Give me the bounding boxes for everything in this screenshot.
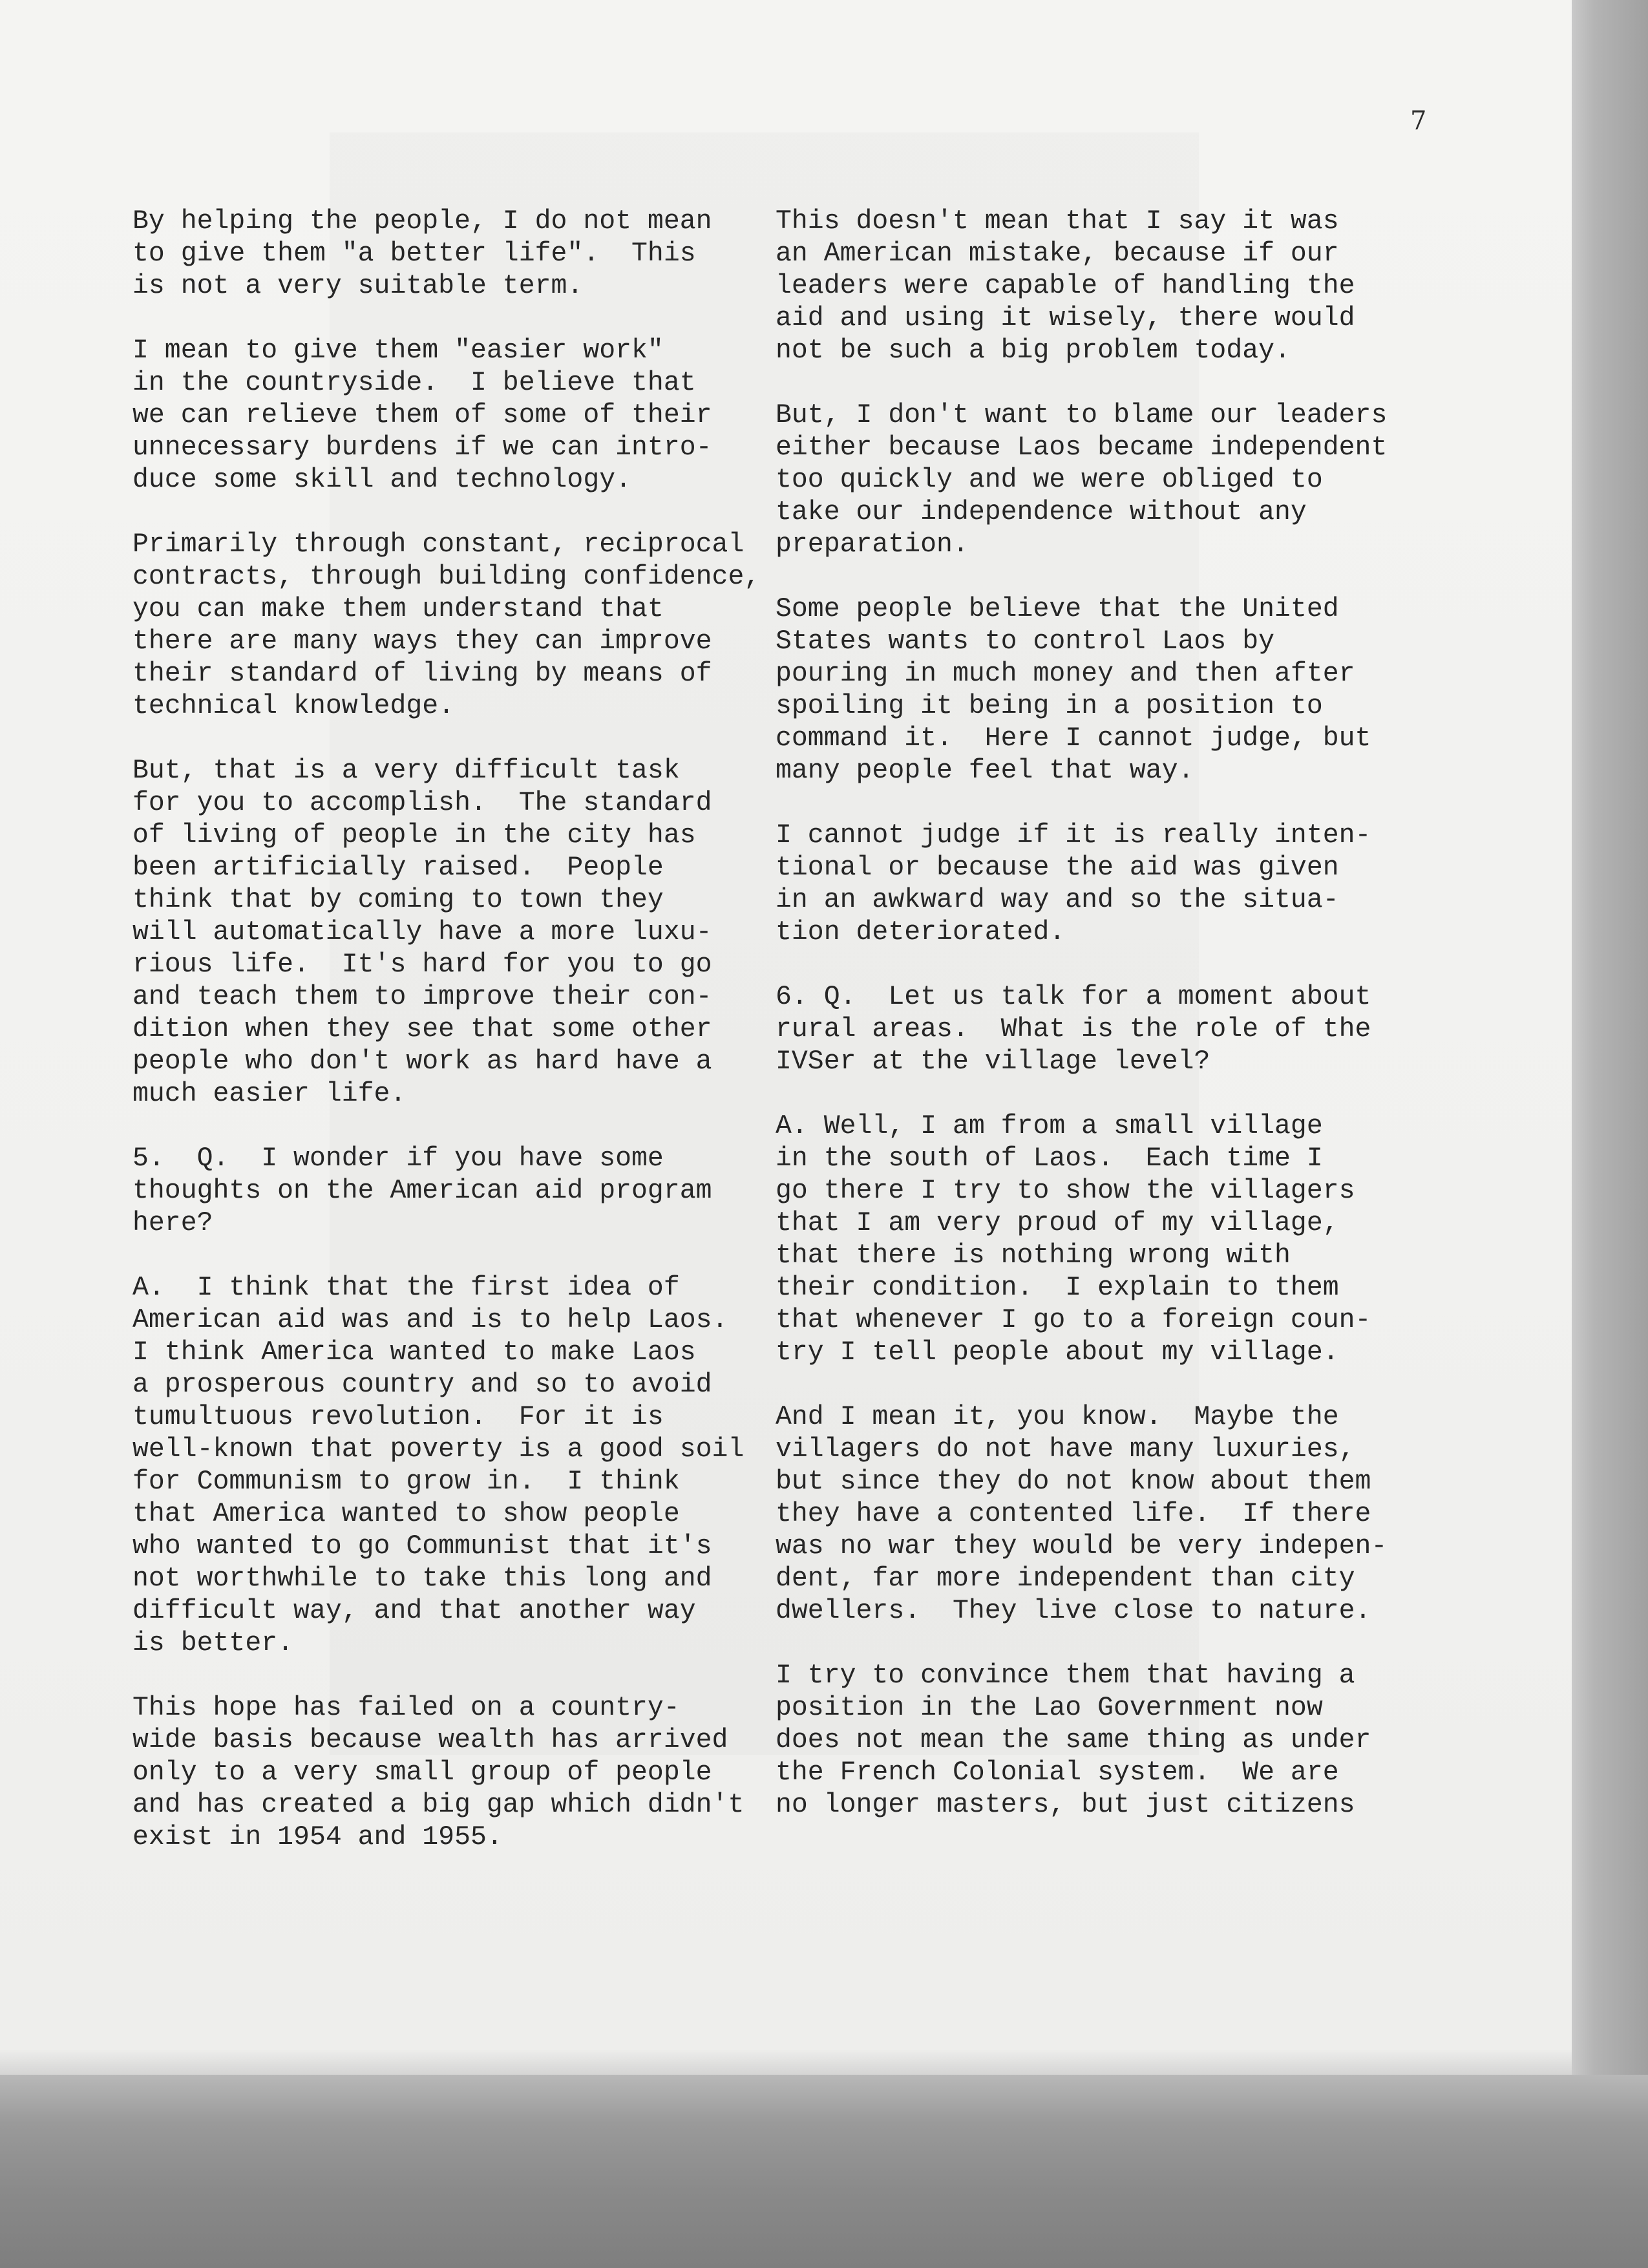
text-line: not worthwhile to take this long and bbox=[132, 1563, 712, 1594]
text-line: By helping the people, I do not mean bbox=[132, 206, 712, 237]
text-line: too quickly and we were obliged to bbox=[776, 465, 1323, 495]
text-line: and teach them to improve their con- bbox=[132, 982, 712, 1012]
paragraph bbox=[776, 1401, 1422, 1627]
text-line: contracts, through building confidence, bbox=[132, 562, 761, 592]
text-line: the French Colonial system. We are bbox=[776, 1757, 1339, 1788]
text-line: many people feel that way. bbox=[776, 756, 1194, 786]
text-line: leaders were capable of handling the bbox=[776, 271, 1355, 301]
text-line: take our independence without any bbox=[776, 497, 1307, 527]
text-line: A. I think that the first idea of bbox=[132, 1273, 680, 1303]
text-line: I cannot judge if it is really inten- bbox=[776, 820, 1371, 851]
text-line: preparation. bbox=[776, 529, 969, 560]
page-number: 7 bbox=[1410, 106, 1427, 136]
paragraph bbox=[132, 1272, 779, 1660]
paragraph bbox=[776, 206, 1422, 367]
text-line: States wants to control Laos by bbox=[776, 626, 1275, 657]
paragraph bbox=[132, 1143, 779, 1240]
text-line: they have a contented life. If there bbox=[776, 1499, 1371, 1529]
text-line: But, that is a very difficult task bbox=[132, 756, 680, 786]
text-line: for you to accomplish. The standard bbox=[132, 788, 712, 818]
text-line: of living of people in the city has bbox=[132, 820, 696, 851]
text-line: spoiling it being in a position to bbox=[776, 691, 1323, 721]
text-line: in the countryside. I believe that bbox=[132, 368, 696, 398]
text-line: here? bbox=[132, 1208, 213, 1238]
text-line: was no war they would be very indepen- bbox=[776, 1531, 1388, 1562]
text-line: not be such a big problem today. bbox=[776, 335, 1291, 366]
text-line: aid and using it wisely, there would bbox=[776, 303, 1355, 334]
left-column bbox=[132, 206, 779, 1886]
paragraph bbox=[132, 755, 779, 1110]
text-line: difficult way, and that another way bbox=[132, 1596, 696, 1626]
text-line: position in the Lao Government now bbox=[776, 1693, 1323, 1723]
text-line: either because Laos became independent bbox=[776, 432, 1388, 463]
text-line: exist in 1954 and 1955. bbox=[132, 1822, 503, 1852]
text-line: people who don't work as hard have a bbox=[132, 1046, 712, 1077]
text-line: try I tell people about my village. bbox=[776, 1337, 1339, 1368]
text-line: 5. Q. I wonder if you have some bbox=[132, 1143, 664, 1174]
text-line: IVSer at the village level? bbox=[776, 1046, 1210, 1077]
text-line: we can relieve them of some of their bbox=[132, 400, 712, 430]
text-line: wide basis because wealth has arrived bbox=[132, 1725, 728, 1755]
paragraph bbox=[776, 1110, 1422, 1369]
right-column bbox=[776, 206, 1422, 1854]
text-line: will automatically have a more luxu- bbox=[132, 917, 712, 948]
text-line: I think America wanted to make Laos bbox=[132, 1337, 696, 1368]
paragraph bbox=[132, 335, 779, 496]
text-line: duce some skill and technology. bbox=[132, 465, 632, 495]
text-line: villagers do not have many luxuries, bbox=[776, 1434, 1355, 1465]
text-line: an American mistake, because if our bbox=[776, 238, 1339, 269]
text-line: technical knowledge. bbox=[132, 691, 455, 721]
text-line: that whenever I go to a foreign coun- bbox=[776, 1305, 1371, 1335]
text-line: that there is nothing wrong with bbox=[776, 1240, 1291, 1271]
text-line: But, I don't want to blame our leaders bbox=[776, 400, 1388, 430]
text-line: and has created a big gap which didn't bbox=[132, 1790, 745, 1820]
text-line: much easier life. bbox=[132, 1079, 407, 1109]
text-line: but since they do not know about them bbox=[776, 1467, 1371, 1497]
text-line: dwellers. They live close to nature. bbox=[776, 1596, 1371, 1626]
paragraph bbox=[776, 820, 1422, 949]
text-line: tion deteriorated. bbox=[776, 917, 1066, 948]
text-line: no longer masters, but just citizens bbox=[776, 1790, 1355, 1820]
text-line: 6. Q. Let us talk for a moment about bbox=[776, 982, 1371, 1012]
text-line: tumultuous revolution. For it is bbox=[132, 1402, 664, 1432]
text-line: does not mean the same thing as under bbox=[776, 1725, 1371, 1755]
text-line: you can make them understand that bbox=[132, 594, 664, 624]
text-line: in the south of Laos. Each time I bbox=[776, 1143, 1323, 1174]
text-line: there are many ways they can improve bbox=[132, 626, 712, 657]
text-line: rious life. It's hard for you to go bbox=[132, 949, 712, 980]
text-line: their standard of living by means of bbox=[132, 659, 712, 689]
text-line: is not a very suitable term. bbox=[132, 271, 584, 301]
paragraph bbox=[132, 529, 779, 723]
text-line: command it. Here I cannot judge, but bbox=[776, 723, 1371, 754]
text-line: This hope has failed on a country- bbox=[132, 1693, 680, 1723]
text-line: American aid was and is to help Laos. bbox=[132, 1305, 728, 1335]
text-line: Some people believe that the United bbox=[776, 594, 1339, 624]
text-line: well-known that poverty is a good soil bbox=[132, 1434, 745, 1465]
text-line: that America wanted to show people bbox=[132, 1499, 680, 1529]
scan-background-bottom bbox=[0, 2075, 1648, 2268]
text-line: I try to convince them that having a bbox=[776, 1660, 1355, 1691]
text-line: who wanted to go Communist that it's bbox=[132, 1531, 712, 1562]
text-line: for Communism to grow in. I think bbox=[132, 1467, 680, 1497]
paragraph bbox=[776, 981, 1422, 1078]
text-line: pouring in much money and then after bbox=[776, 659, 1355, 689]
text-line: unnecessary burdens if we can intro- bbox=[132, 432, 712, 463]
text-line: This doesn't mean that I say it was bbox=[776, 206, 1339, 237]
text-line: a prosperous country and so to avoid bbox=[132, 1370, 712, 1400]
text-line: that I am very proud of my village, bbox=[776, 1208, 1339, 1238]
text-line: to give them "a better life". This bbox=[132, 238, 696, 269]
text-line: rural areas. What is the role of the bbox=[776, 1014, 1371, 1044]
text-line: dent, far more independent than city bbox=[776, 1563, 1355, 1594]
paragraph bbox=[132, 206, 779, 302]
text-line: thoughts on the American aid program bbox=[132, 1176, 712, 1206]
text-line: And I mean it, you know. Maybe the bbox=[776, 1402, 1339, 1432]
text-line: only to a very small group of people bbox=[132, 1757, 712, 1788]
text-line: been artificially raised. People bbox=[132, 853, 664, 883]
text-line: go there I try to show the villagers bbox=[776, 1176, 1355, 1206]
text-line: think that by coming to town they bbox=[132, 885, 664, 915]
text-line: their condition. I explain to them bbox=[776, 1273, 1339, 1303]
text-line: dition when they see that some other bbox=[132, 1014, 712, 1044]
paragraph bbox=[776, 399, 1422, 561]
paragraph bbox=[776, 593, 1422, 787]
text-line: Primarily through constant, reciprocal bbox=[132, 529, 745, 560]
scan-background-right bbox=[1572, 0, 1648, 2268]
text-line: A. Well, I am from a small village bbox=[776, 1111, 1323, 1141]
paragraph bbox=[776, 1660, 1422, 1821]
text-line: in an awkward way and so the situa- bbox=[776, 885, 1339, 915]
text-line: tional or because the aid was given bbox=[776, 853, 1339, 883]
paragraph bbox=[132, 1692, 779, 1854]
text-line: I mean to give them "easier work" bbox=[132, 335, 664, 366]
text-line: is better. bbox=[132, 1628, 294, 1659]
